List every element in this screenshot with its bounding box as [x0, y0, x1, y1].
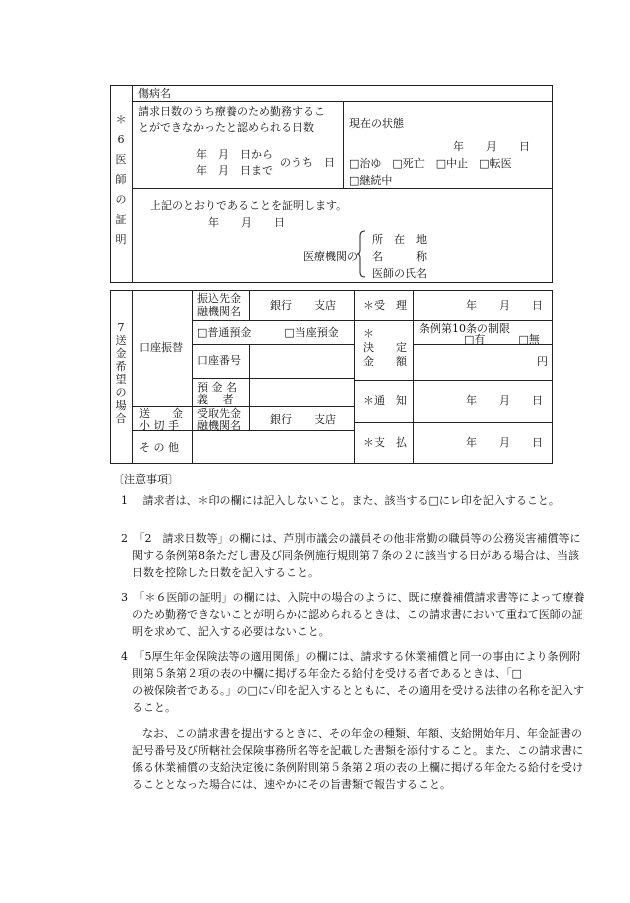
- status-label: 現在の状態: [349, 117, 404, 130]
- divider: [192, 378, 354, 379]
- decision-line1: 決 定: [363, 341, 407, 354]
- receipt-label: ＊受 理: [363, 299, 407, 312]
- to-date-label: 年 月 日まで: [196, 164, 273, 177]
- divider: [249, 412, 250, 430]
- note-item-4: 4 「5厚生年金保険法等の適用関係」の欄には、請求する休業補償と同一の事由により条例附則第５条第２項の表の中欄に掲げる年金たる給付を受ける者であるときは、「□ の被保険者である。」の□に✓印を記入するとともに、その適用を受ける法律の名称を記入すること。: [121, 650, 610, 714]
- bank-dest-line1: 振込先金: [197, 292, 241, 305]
- notes-title: 〔注意事項〕: [113, 473, 179, 486]
- receive-line1: 受取先金: [197, 407, 241, 420]
- divider: [192, 290, 193, 464]
- account-number-label: 口座番号: [197, 354, 241, 367]
- status-options: □治ゆ □死亡 □中止 □転医: [349, 157, 512, 170]
- payment-label: ＊支 払: [363, 436, 407, 449]
- divider: [413, 290, 414, 464]
- days-label-line2: とができなかったと認められる日数: [138, 121, 314, 134]
- receive-branch: 銀行 支店: [270, 413, 336, 426]
- institution-label: 医療機関の: [303, 250, 358, 263]
- check-line2: 小 切 手: [139, 419, 179, 432]
- notice-label: ＊通 知: [363, 394, 407, 407]
- note-item-3: 3 「＊６医師の証明」の欄には、入院中の場合のように、既に療養補償請求書等によって療養のため勤務できないことが明らかに認められるときは、この請求書において重ねて医師の証明を求めて、記入する必要はないこと。: [121, 591, 585, 638]
- divider: [354, 290, 355, 464]
- injury-name-label: 傷病名: [138, 87, 171, 100]
- status-date: 年 月 日: [453, 140, 530, 153]
- certify-date: 年 月 日: [208, 216, 285, 229]
- name-label: 名 称: [372, 250, 427, 263]
- brace-icon: [356, 230, 366, 278]
- receipt-date: 年 月 日: [466, 299, 543, 312]
- note-item-4-supplement: なお、この請求書を提出するときに、その年金の種類、年額、支給開始年月、年金証書の記号番号及び所轄社会保険事務所名等を記載した書類を添付すること。また、この請求書に係る休業補償の支給決定後に条例附則第５条第２項の表の上欄に掲げる年金たる給付を受けることとなった場合には、速やかにその旨書類で報告すること。: [132, 727, 583, 791]
- days-label-line1: 請求日数のうち療養のため勤務するこ: [138, 105, 325, 118]
- from-date-label: 年 月 日から: [196, 148, 273, 161]
- divider: [354, 320, 553, 321]
- account-transfer-label: 口座振替: [139, 341, 183, 354]
- status-continuing: □継続中: [349, 174, 393, 187]
- holder-line1: 預 金 名: [197, 381, 237, 394]
- note-item-2: 2 「2 請求日数等」の欄には、芦別市議会の議員その他非常勤の職員等の公務災害補償等に関する条例第8条ただし書及び同条例施行規則第７条の２に該当する日がある場合は、当該日数を控除した日数を記入すること。: [121, 532, 581, 579]
- divider: [132, 85, 133, 283]
- bank-branch: 銀行 支店: [270, 299, 336, 312]
- other-label: そ の 他: [139, 441, 179, 454]
- holder-line2: 義 者: [197, 393, 234, 406]
- deposit-types: □普通預金 □当座預金: [197, 326, 339, 339]
- payment-date: 年 月 日: [466, 436, 543, 449]
- certify-text: 上記のとおりであることを証明します。: [150, 199, 348, 212]
- receive-line2: 融機関名: [197, 419, 241, 432]
- notice-date: 年 月 日: [466, 394, 543, 407]
- limit-label: 条例第10条の制限: [419, 322, 510, 335]
- divider: [354, 380, 553, 381]
- divider: [132, 188, 553, 189]
- address-label: 所 在 地: [372, 233, 427, 246]
- divider: [192, 344, 354, 345]
- yen-label: 円: [537, 355, 548, 368]
- bank-dest-line2: 融機関名: [197, 305, 241, 318]
- decision-mark: ＊: [363, 327, 374, 340]
- divider: [343, 101, 344, 188]
- divider: [192, 320, 354, 321]
- remit-side-label: 7送金希望の場合: [115, 321, 127, 425]
- doctor-name-label: 医師の氏名: [372, 267, 427, 280]
- divider: [249, 290, 250, 320]
- days-suffix: のうち 日: [280, 156, 335, 169]
- doctor-side-label: ＊6医師の証明: [115, 113, 127, 246]
- divider: [354, 422, 553, 423]
- divider: [132, 290, 133, 464]
- limit-options: □有 □無: [464, 333, 540, 346]
- decision-line2: 金 額: [363, 355, 407, 368]
- note-item-1: 1 請求者は、＊印の欄には記入しないこと。また、該当する□にレ印を記入すること。: [121, 494, 560, 507]
- check-line1: 送 金: [139, 407, 183, 420]
